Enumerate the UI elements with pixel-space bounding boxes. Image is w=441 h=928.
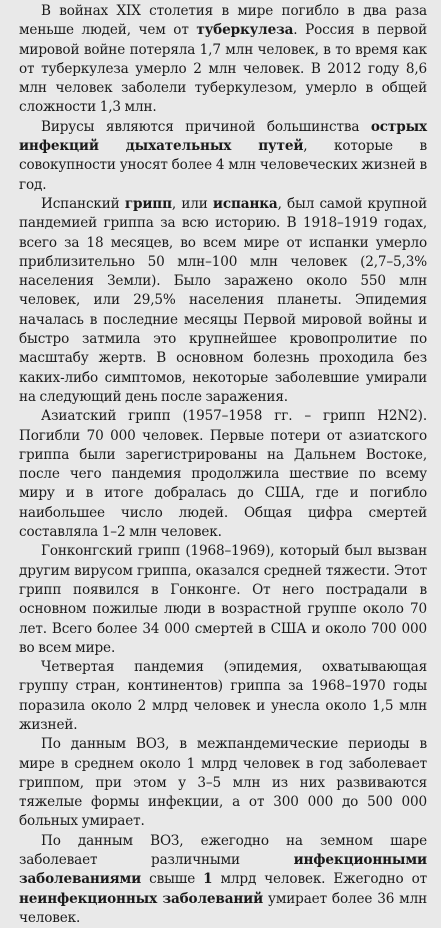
text-span: Азиатский грипп (1957–1958 гг. – грипп H2N2). Погибли 70 000 человек. Первые потери от азиатского гриппа были зарегистрированы на Дальнем Востоке, после чего пандемия продолжила шествие по всему миру и в итоге добралась до США, где и погибло наибольшее число людей. Общая цифра смертей составляла 1–2 млн человек. (19, 408, 427, 541)
text-span: умирает более 36 млн человек. (19, 890, 427, 926)
paragraph-6 (19, 658, 427, 735)
paragraph-8 (19, 832, 427, 928)
text-span: По данным ВОЗ, в межпандемические периоды в мире в среднем около 1 млрд человек в год заболевает гриппом, при этом у 3–5 млн из них развиваются тяжелые формы инфекции, а от 300 000 до 500 000 больных умирает. (19, 736, 427, 830)
bold-term-spanish-flu: испанка (212, 195, 278, 212)
paragraph-5 (19, 542, 427, 658)
bold-term-one: 1 (203, 871, 213, 888)
paragraph-1 (19, 2, 427, 118)
text-span: Вирусы являются причиной большинства (41, 118, 371, 135)
text-span: . Россия в первой мировой войне потеряла 1,7 млн человек, в то время как от туберкулеза умерло 2 млн человек. В 2012 году 8,6 млн человек заболели туберкулезом, умерло в общей сложности 1,3 млн. (19, 22, 427, 116)
text-span: По данным ВОЗ, ежегодно на земном шаре заболевает различными (19, 832, 427, 869)
paragraph-3 (19, 195, 427, 407)
text-span: Испанский (41, 195, 125, 212)
bold-term-flu: грипп (124, 195, 172, 212)
text-span: В войнах XIX столетия в мире погибло в два раза меньше людей, чем от (19, 3, 427, 39)
text-span: , был самой крупной пандемией гриппа за всю историю. В 1918–1919 годах, всего за 18 месяцев, во всем мире от испанки умерло приблизительно 50 млн–100 млн человек (2,7–5,3% населения Земли). Было заражено около 550 млн человек, или 29,5% населения планеты. Эпидемия началась в последние месяцы Первой мировой войны и быстро затмила это крупнейшее кровопролитие по масштабу жертв. В основном болезнь проходила без каких-либо симптомов, некоторые заболевшие умирали на следующий день после заражения. (19, 195, 428, 405)
text-span: Четвертая пандемия (эпидемия, охватывающая группу стран, континентов) гриппа за 1968–1970 годы поразила около 2 млрд человек и унесла около 1,5 млн жизней. (19, 659, 427, 733)
text-span: млрд человек. Ежегодно от (212, 871, 427, 888)
bold-term-respiratory-infections: острых инфекций дыхательных путей (19, 118, 427, 155)
bold-term-tuberculosis: туберкулеза (196, 22, 294, 39)
text-span: , которые в совокупности уносят более 4 млн человеческих жизней в год. (19, 138, 428, 193)
paragraph-2 (19, 118, 427, 195)
text-span: , или (171, 195, 213, 212)
paragraph-4 (19, 407, 427, 542)
text-span: свыше (141, 871, 204, 888)
text-span: Гонконгский грипп (1968–1969), который был вызван другим вирусом гриппа, оказался средней тяжести. Этот грипп появился в Гонконге. От него пострадали в основном пожилые люди в возрастной группе около 70 лет. Всего более 34 000 смертей в США и около 700 000 во всем мире. (19, 543, 427, 656)
bold-term-noninfectious-diseases: неинфекционных заболеваний (19, 890, 264, 907)
bold-term-infectious-diseases: инфекционными заболеваниями (19, 852, 427, 888)
paragraph-7 (19, 735, 427, 831)
